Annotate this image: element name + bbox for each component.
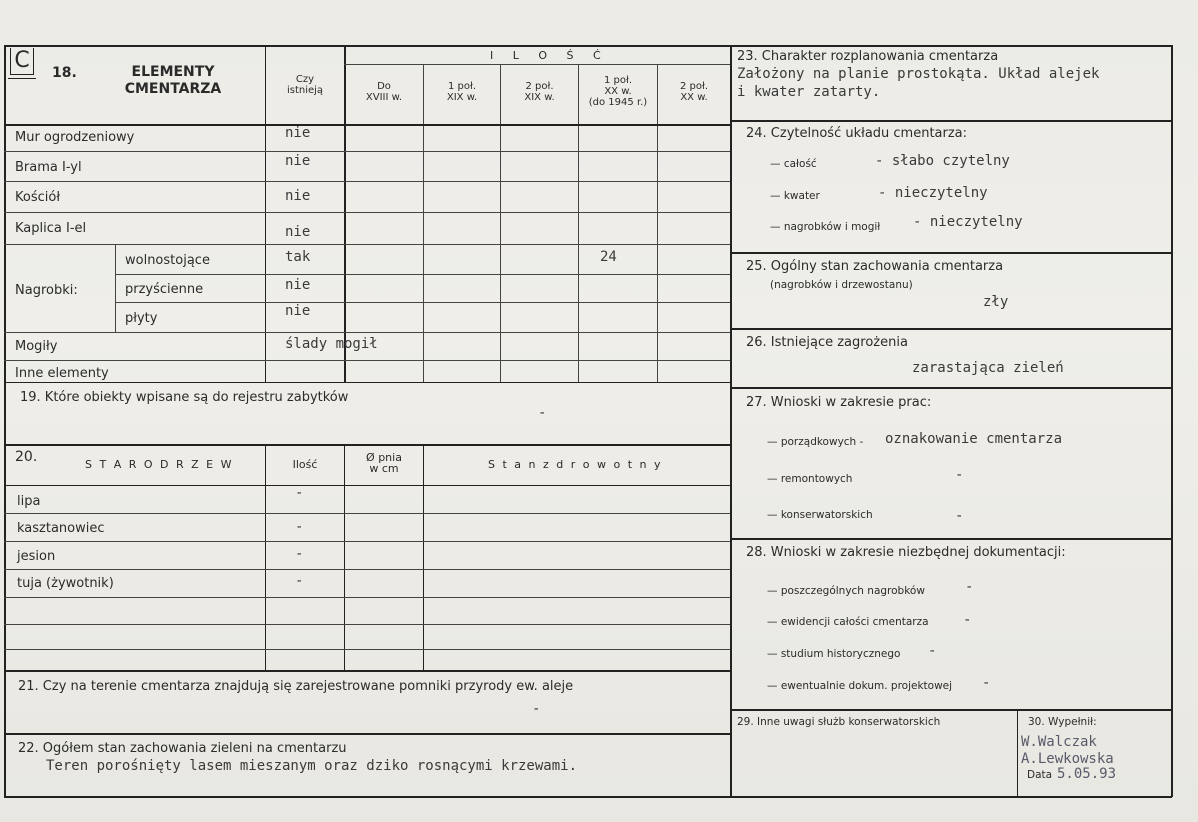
sec22-value: Teren porośnięty lasem mieszanym oraz dziko rosnącymi krzewami. (46, 758, 578, 774)
sec24-item-nagrobkow: — nagrobków i mogił (770, 221, 881, 233)
tree-name-kasztanowiec: kasztanowiec (17, 521, 105, 536)
sec25-label: 25. Ogólny stan zachowania cmentarza (746, 259, 1004, 274)
sec20-number: 20. (15, 449, 38, 465)
row-label-przyscienne: przyścienne (125, 282, 204, 297)
sec28-label: 28. Wnioski w zakresie niezbędnej dokumentacji: (746, 545, 1066, 560)
row-label-inne: Inne elementy (15, 366, 109, 381)
ilosc-header: I L O Ś Ć (490, 49, 609, 62)
sec22-label: 22. Ogółem stan zachowania zieleni na cmentarzu (18, 741, 347, 756)
sec30-name-2: A.Lewkowska (1021, 751, 1114, 767)
row-label-wolnostojace: wolnostojące (125, 253, 210, 268)
sec27-item-remontowych: — remontowych (767, 473, 853, 485)
period-3: 2 poł. XIX w. (524, 81, 555, 103)
sec19-value: - (538, 405, 547, 421)
sec25-value: zły (983, 294, 1009, 310)
row-label-mur: Mur ogrodzeniowy (15, 130, 135, 145)
row-label-kaplica: Kaplica I-el (15, 221, 87, 236)
sec26-label: 26. Istniejące zagrożenia (746, 335, 908, 350)
tree-name-jesion: jesion (17, 549, 56, 564)
sec21-value: - (532, 701, 541, 717)
sec18-title-2: CMENTARZA (124, 81, 222, 97)
row-label-mogily: Mogiły (15, 339, 58, 354)
row-value-plyty: nie (285, 303, 311, 319)
section-code-box: C (10, 48, 34, 75)
sec27-item-porzadkowych: — porządkowych - (767, 436, 864, 448)
row-label-plyty: płyty (125, 311, 158, 326)
row-value-przyscienne: nie (285, 277, 311, 293)
top-border (4, 45, 1172, 47)
tree-name-tuja: tuja (żywotnik) (17, 576, 114, 591)
tree-name-lipa: lipa (17, 494, 41, 509)
col-exists-2: istnieją (286, 85, 324, 96)
sec28-value-ewidencji: - (963, 612, 972, 628)
sec30-label: 30. Wypełnił: (1028, 716, 1097, 728)
sec23-value-1: Założony na planie prostokąta. Układ alejek (737, 66, 1100, 82)
sec27-value-porzadkowych: oznakowanie cmentarza (885, 431, 1063, 447)
tree-count-lipa: - (295, 485, 304, 501)
period-5: 2 poł. XX w. (679, 81, 709, 103)
sec24-item-kwater: — kwater (770, 190, 820, 202)
sec19-label: 19. Które obiekty wpisane są do rejestru zabytków (20, 390, 349, 405)
sec27-value-konserwatorskich: - (955, 508, 964, 524)
sec28-value-nagrobkow: - (965, 579, 974, 595)
sec24-value-nagrobkow: - nieczytelny (913, 214, 1023, 230)
sec30-date: 5.05.93 (1057, 766, 1117, 782)
sec24-item-calosc: — całość (770, 158, 817, 170)
sec27-label: 27. Wnioski w zakresie prac: (746, 395, 932, 410)
sec28-value-projektowej: - (982, 675, 991, 691)
sec27-value-remontowych: - (955, 467, 964, 483)
period-1: Do XVIII w. (365, 81, 403, 103)
sec24-value-calosc: - słabo czytelny (875, 153, 1010, 169)
row-value-mur: nie (285, 125, 311, 141)
sec25-sub: (nagrobków i drzewostanu) (770, 279, 913, 291)
sec24-label: 24. Czytelność układu cmentarza: (746, 126, 968, 141)
sec30-date-label: Data (1027, 769, 1053, 781)
sec30-name-1: W.Walczak (1021, 734, 1097, 750)
right-border (1171, 45, 1173, 797)
row-value-kosciol: nie (285, 188, 311, 204)
row-value-wolnostojace: tak (285, 249, 311, 265)
col-exists-1: Czy (295, 74, 315, 85)
sec23-label: 23. Charakter rozplanowania cmentarza (737, 49, 999, 64)
tree-count-kasztanowiec: - (295, 519, 304, 535)
sec28-item-nagrobkow: — poszczególnych nagrobków (767, 585, 925, 597)
sec23-value-2: i kwater zatarty. (737, 84, 881, 100)
row-count-wolnostojace: 24 (600, 249, 617, 265)
sec20-col-ilosc: Ilość (292, 458, 318, 471)
sec18-number: 18. (52, 65, 77, 81)
tree-count-tuja: - (295, 573, 304, 589)
nagrobki-label: Nagrobki: (15, 283, 78, 298)
sec28-item-ewidencji: — ewidencji całości cmentarza (767, 616, 929, 628)
row-value-mogily: ślady mogił (285, 336, 378, 352)
row-value-brama: nie (285, 153, 311, 169)
sec20-col-pnia: Ø pnia w cm (366, 451, 402, 475)
sec20-col-stan: S t a n z d r o w o t n y (488, 458, 663, 471)
sec28-item-projektowej: — ewentualnie dokum. projektowej (767, 680, 953, 692)
bottom-border (4, 796, 1172, 798)
left-border (4, 45, 6, 797)
middle-divider (730, 45, 732, 797)
sec28-value-studium: - (928, 643, 937, 659)
row-label-brama: Brama I-yl (15, 160, 82, 175)
sec18-title-1: ELEMENTY (131, 64, 215, 80)
sec21-label: 21. Czy na terenie cmentarza znajdują się zarejestrowane pomniki przyrody ew. aleje (18, 679, 574, 694)
period-2: 1 poł. XIX w. (446, 81, 478, 103)
tree-count-jesion: - (295, 546, 304, 562)
sec20-title: S T A R O D R Z E W (85, 458, 234, 471)
period-4: 1 poł. XX w. (do 1945 r.) (588, 75, 648, 108)
sec24-value-kwater: - nieczytelny (878, 185, 988, 201)
sec27-item-konserwatorskich: — konserwatorskich (767, 509, 873, 521)
sec29-label: 29. Inne uwagi służb konserwatorskich (737, 716, 941, 728)
sec26-value: zarastająca zieleń (912, 360, 1064, 376)
sec28-item-studium: — studium historycznego (767, 648, 901, 660)
row-label-kosciol: Kościół (15, 190, 61, 205)
row-value-kaplica: nie (285, 224, 311, 240)
